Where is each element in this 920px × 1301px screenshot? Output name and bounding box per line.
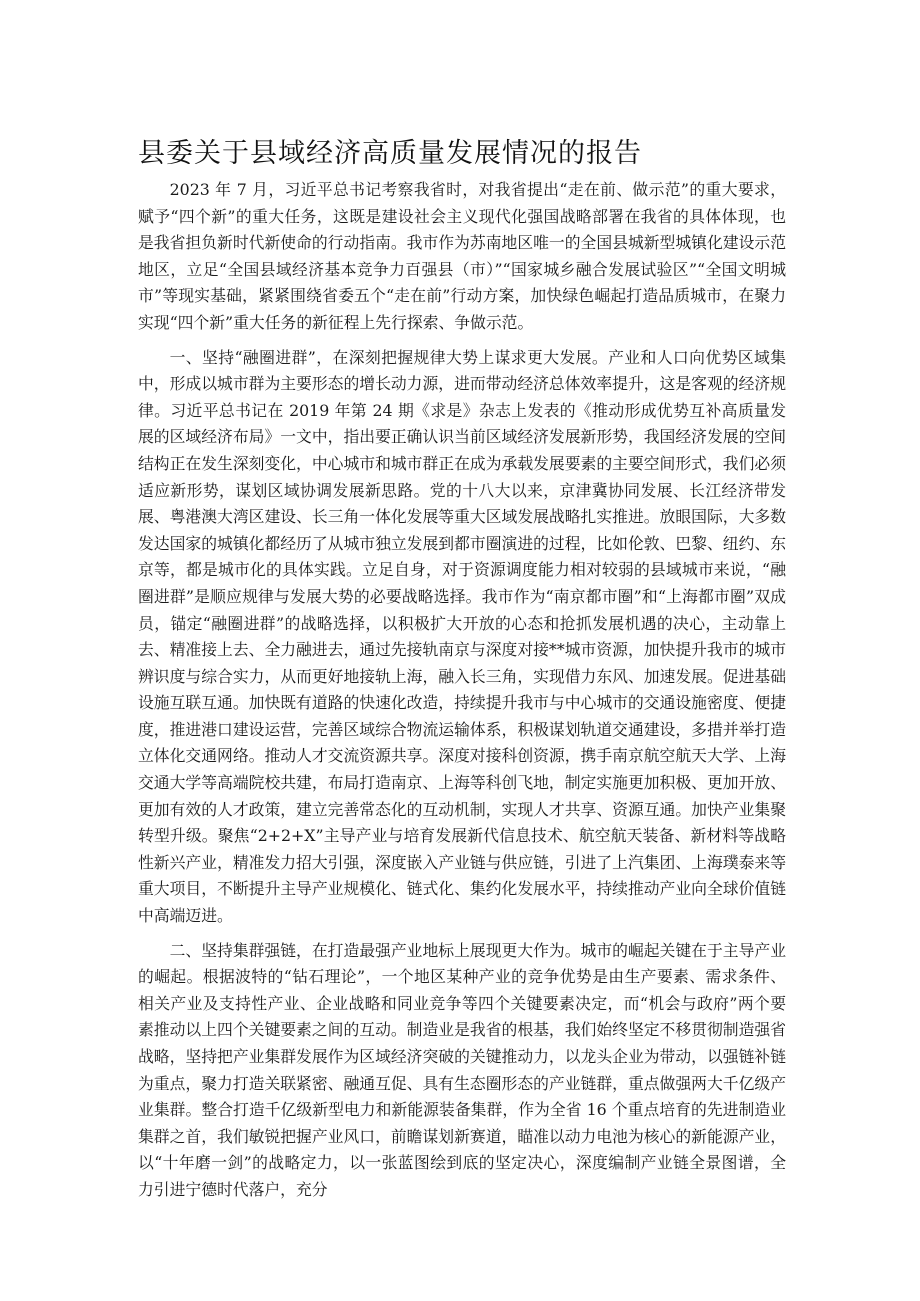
paragraph-section-one: 一、坚持“融圈进群”，在深刻把握规律大势上谋求更大发展。产业和人口向优势区域集中，形成以城市群为主要形态的增长动力源，进而带动经济总体效率提升，这是客观的经济规律。习近平总书记在 2019 年第 24 期《求是》杂志上发表的《推动形成优势互补高质量发展的区域经济布局》一文中，指出要正确认识当前区域经济发展新形势，我国经济发展的空间结构正在发生深刻变化，中心城市和城市群正在成为承载发展要素的主要空间形式，我们必须适应新形势，谋划区域协调发展新思路。党的十八大以来，京津冀协同发展、长江经济带发展、粤港澳大湾区建设、长三角一体化发展等重大区域发展战略扎实推进。放眼国际，大多数发达国家的城镇化都经历了从城市独立发展到都市圈演进的过程，比如伦敦、巴黎、纽约、东京等，都是城市化的具体实践。立足自身，对于资源调度能力相对较弱的县域城市来说，“融圈进群”是顺应规律与发展大势的必要战略选择。我市作为“南京都市圈”和“上海都市圈”双成员，锚定“融圈进群”的战略选择，以积极扩大开放的心态和抢抓发展机遇的决心，主动靠上去、精准接上去、全力融进去，通过先接轨南京与深度对接**城市资源，加快提升我市的城市辨识度与综合实力，从而更好地接轨上海，融入长三角，实现借力东风、加速发展。促进基础设施互联互通。加快既有道路的快速化改造，持续提升我市与中心城市的交通设施密度、便捷度，推进港口建设运营，完善区域综合物流运输体系，积极谋划轨道交通建设，多措并举打造立体化交通网络。推动人才交流资源共享。深度对接科创资源，携手南京航空航天大学、上海交通大学等高端院校共建，布局打造南京、上海等科创飞地，制定实施更加积极、更加开放、更加有效的人才政策，建立完善常态化的互动机制，实现人才共享、资源互通。加快产业集聚转型升级。聚焦“2+2+X”主导产业与培育发展新代信息技术、航空航天装备、新材料等战略性新兴产业，精准发力招大引强，深度嵌入产业链与供应链，引进了上汽集团、上海璞泰来等重大项目，不断提升主导产业规模化、链式化、集约化发展水平，持续推动产业向全球价值链中高端迈进。 [138,347,786,926]
paragraph-section-two: 二、坚持集群强链，在打造最强产业地标上展现更大作为。城市的崛起关键在于主导产业的崛起。根据波特的“钻石理论”，一个地区某种产业的竞争优势是由生产要素、需求条件、相关产业及支持性产业、企业战略和同业竞争等四个关键要素决定，而“机会与政府”两个要素推动以上四个关键要素之间的互动。制造业是我省的根基，我们始终坚定不移贯彻制造强省战略，坚持把产业集群发展作为区域经济突破的关键推动力，以龙头企业为带动，以强链补链为重点，聚力打造关联紧密、融通互促、具有生态圈形态的产业链群，重点做强两大千亿级产业集群。整合打造千亿级新型电力和新能源装备集群，作为全省 16 个重点培育的先进制造业集群之首，我们敏锐把握产业风口，前瞻谋划新赛道，瞄准以动力电池为核心的新能源产业，以“十年磨一剑”的战略定力，以一张蓝图绘到底的坚定决心，深度编制产业链全景图谱，全力引进宁德时代落户，充分 [138,940,786,1199]
document-body [138,177,786,1212]
paragraph-intro: 2023 年 7 月，习近平总书记考察我省时，对我省提出“走在前、做示范”的重大要求，赋予“四个新”的重大任务，这既是建设社会主义现代化强国战略部署在我省的具体体现，也是我省担负新时代新使命的行动指南。我市作为苏南地区唯一的全国县城新型城镇化建设示范地区，立足“全国县域经济基本竞争力百强县（市）”“国家城乡融合发展试验区”“全国文明城市”等现实基础，紧紧围绕省委五个“走在前”行动方案，加快绿色崛起打造品质城市，在聚力实现“四个新”重大任务的新征程上先行探索、争做示范。 [138,180,786,332]
document-title: 县委关于县域经济高质量发展情况的报告 [138,138,642,169]
